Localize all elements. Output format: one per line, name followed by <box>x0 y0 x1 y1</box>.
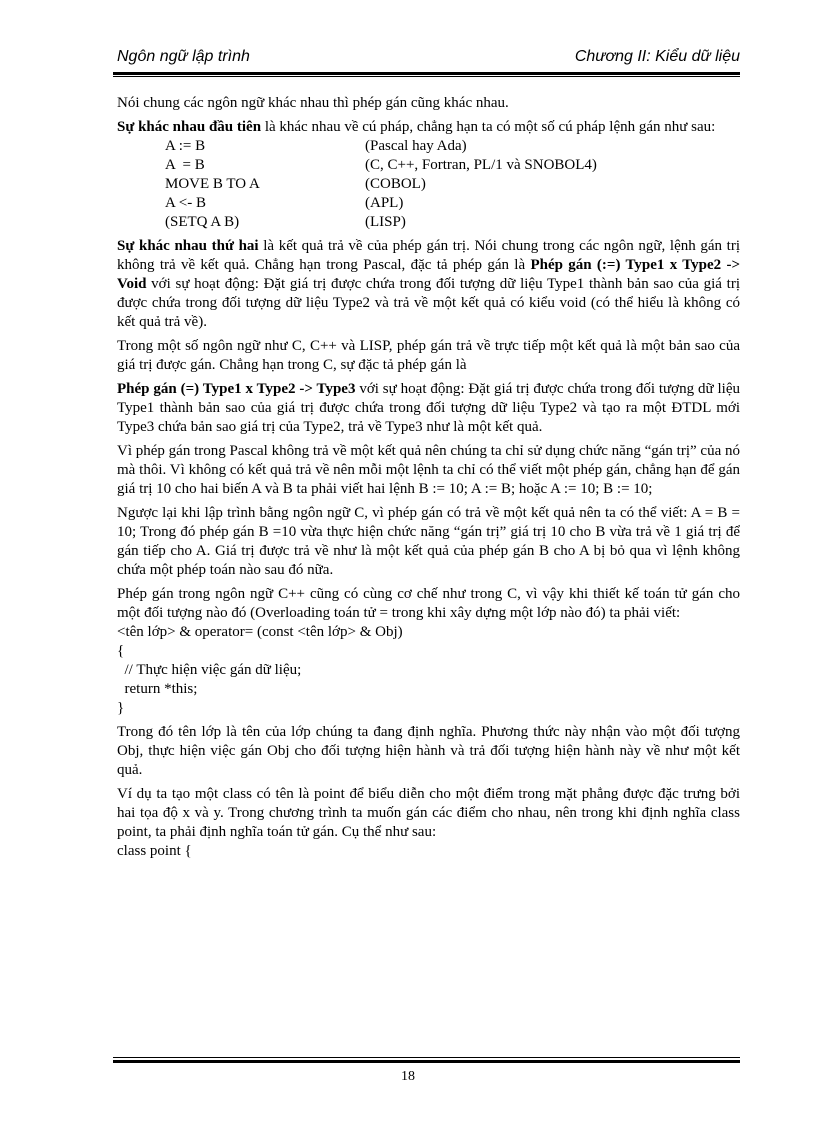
code-line: return *this; <box>117 681 198 697</box>
code-line: <tên lớp> & operator= (const <tên lớp> & Obj) <box>117 624 403 640</box>
paragraph-first-difference <box>117 118 740 137</box>
footer-rule <box>113 1060 740 1063</box>
syntax-language: (COBOL) <box>365 176 426 192</box>
code-line: { <box>117 643 125 659</box>
syntax-row <box>117 213 740 232</box>
paragraph-second-difference <box>117 237 740 332</box>
paragraph-cpp-operator: Phép gán trong ngôn ngữ C++ cũng có cùng cơ chế như trong C, vì vậy khi thiết kế toán tử gán cho một đối tượng nào đó (Overloading toán tử = trong khi xây dựng một lớp nào đó) ta phải viết: <box>117 586 740 621</box>
c-assignment-text: với sự hoạt động: Đặt giá trị được chứa trong đối tượng dữ liệu Type1 thành bản sao của giá trị được chứa trong đối tượng dữ liệu Type2 và tạo ra một ĐTDL mới Type3 chứa bản sao giá trị của Type2, trả về Type3 như là một kết quả. <box>117 381 740 435</box>
paragraph-c-assignment-spec <box>117 380 740 437</box>
paragraph-pascal-usage: Vì phép gán trong Pascal không trả về một kết quả nên chúng ta chỉ sử dụng chức năng “gán trị” của nó mà thôi. Vì không có kết quả trả về nên mỗi một lệnh ta chỉ có thể viết một phép gán, chẳng hạn để gán giá trị 10 cho hai biến A và B ta phải viết hai lệnh B := 10; A := B; hoặc A := 10; B := 10; <box>117 443 740 497</box>
syntax-row <box>117 194 740 213</box>
syntax-language: (LISP) <box>365 214 406 230</box>
paragraph-c-usage: Ngược lại khi lập trình bằng ngôn ngữ C, vì phép gán có trả về một kết quả nên ta có thể viết: A = B = 10; Trong đó phép gán B =10 vừa thực hiện chức năng “gán trị” giá trị 10 cho B vừa trả về 1 giá trị để gán tiếp cho A. Giá trị được trả về như là một kết quả của phép gán B cho A bị bỏ qua vì lệnh không chứa một phép toán nào sau đó nữa. <box>117 505 740 578</box>
syntax-row <box>117 137 740 156</box>
syntax-row <box>117 156 740 175</box>
first-difference-text: là khác nhau về cú pháp, chẳng hạn ta có một số cú pháp lệnh gán như sau: <box>261 119 716 135</box>
syntax-code: A = B <box>165 157 205 173</box>
code-line-class-point: class point { <box>117 843 192 859</box>
code-line: } <box>117 700 125 716</box>
syntax-language: (C, C++, Fortran, PL/1 và SNOBOL4) <box>365 157 597 173</box>
syntax-code: A <- B <box>165 195 206 211</box>
syntax-code: A := B <box>165 138 206 154</box>
syntax-language: (Pascal hay Ada) <box>365 138 467 154</box>
pascal-assignment-text: với sự hoạt động: Đặt giá trị được chứa trong đối tượng dữ liệu Type1 thành bản sao của giá trị được chứa trong đối tượng dữ liệu Type2 và trả về một kết quả có kiểu void (có thể hiểu là không có kết quả trả về). <box>117 276 740 330</box>
page-header <box>117 48 740 74</box>
paragraph-intro: Nói chung các ngôn ngữ khác nhau thì phép gán cũng khác nhau. <box>117 95 509 111</box>
paragraph-operator-explanation: Trong đó tên lớp là tên của lớp chúng ta đang định nghĩa. Phương thức này nhận vào một đối tượng Obj, thực hiện việc gán Obj cho đối tượng hiện hành và trả đối tượng hiện hành này về như một kết quả. <box>117 724 740 778</box>
paragraph-point-example: Ví dụ ta tạo một class có tên là point để biểu diễn cho một điểm trong mặt phẳng được đặc trưng bởi hai tọa độ x và y. Trong chương trình ta muốn gán các điểm cho nhau, nên trong khi định nghĩa class point, ta phải định nghĩa toán tử gán. Cụ thể như sau: <box>117 786 740 840</box>
code-line: // Thực hiện việc gán dữ liệu; <box>117 662 302 678</box>
code-block-operator <box>117 623 740 718</box>
header-book-title: Ngôn ngữ lập trình <box>117 48 250 65</box>
first-difference-heading: Sự khác nhau đầu tiên <box>117 119 262 135</box>
footer-rule-thin <box>113 1057 740 1058</box>
syntax-row <box>117 175 740 194</box>
syntax-code: MOVE B TO A <box>165 176 260 192</box>
syntax-code: (SETQ A B) <box>165 214 240 230</box>
page-number: 18 <box>401 1069 415 1084</box>
syntax-language: (APL) <box>365 195 404 211</box>
pascal-assignment-spec: Phép gán (:=) Type1 x Type2 -> Void <box>117 257 741 292</box>
second-difference-heading: Sự khác nhau thứ hai <box>117 238 259 254</box>
c-assignment-spec: Phép gán (=) Type1 x Type2 -> Type3 <box>117 381 356 397</box>
header-rule-thin <box>113 76 740 77</box>
header-rule <box>113 72 740 75</box>
assignment-syntax-list <box>117 137 740 232</box>
paragraph-c-assignment-intro: Trong một số ngôn ngữ như C, C++ và LISP, phép gán trả về trực tiếp một kết quả là một bản sao của giá trị được gán. Chẳng hạn trong C, sự đặc tả phép gán là <box>117 338 740 373</box>
page-body <box>117 94 740 866</box>
header-chapter-title: Chương II: Kiểu dữ liệu <box>574 48 740 65</box>
second-difference-text: là kết quả trả về của phép gán trị. Nói chung trong các ngôn ngữ, lệnh gán trị không trả về kết quả. Chẳng hạn trong Pascal, đặc tả phép gán là <box>117 238 741 273</box>
